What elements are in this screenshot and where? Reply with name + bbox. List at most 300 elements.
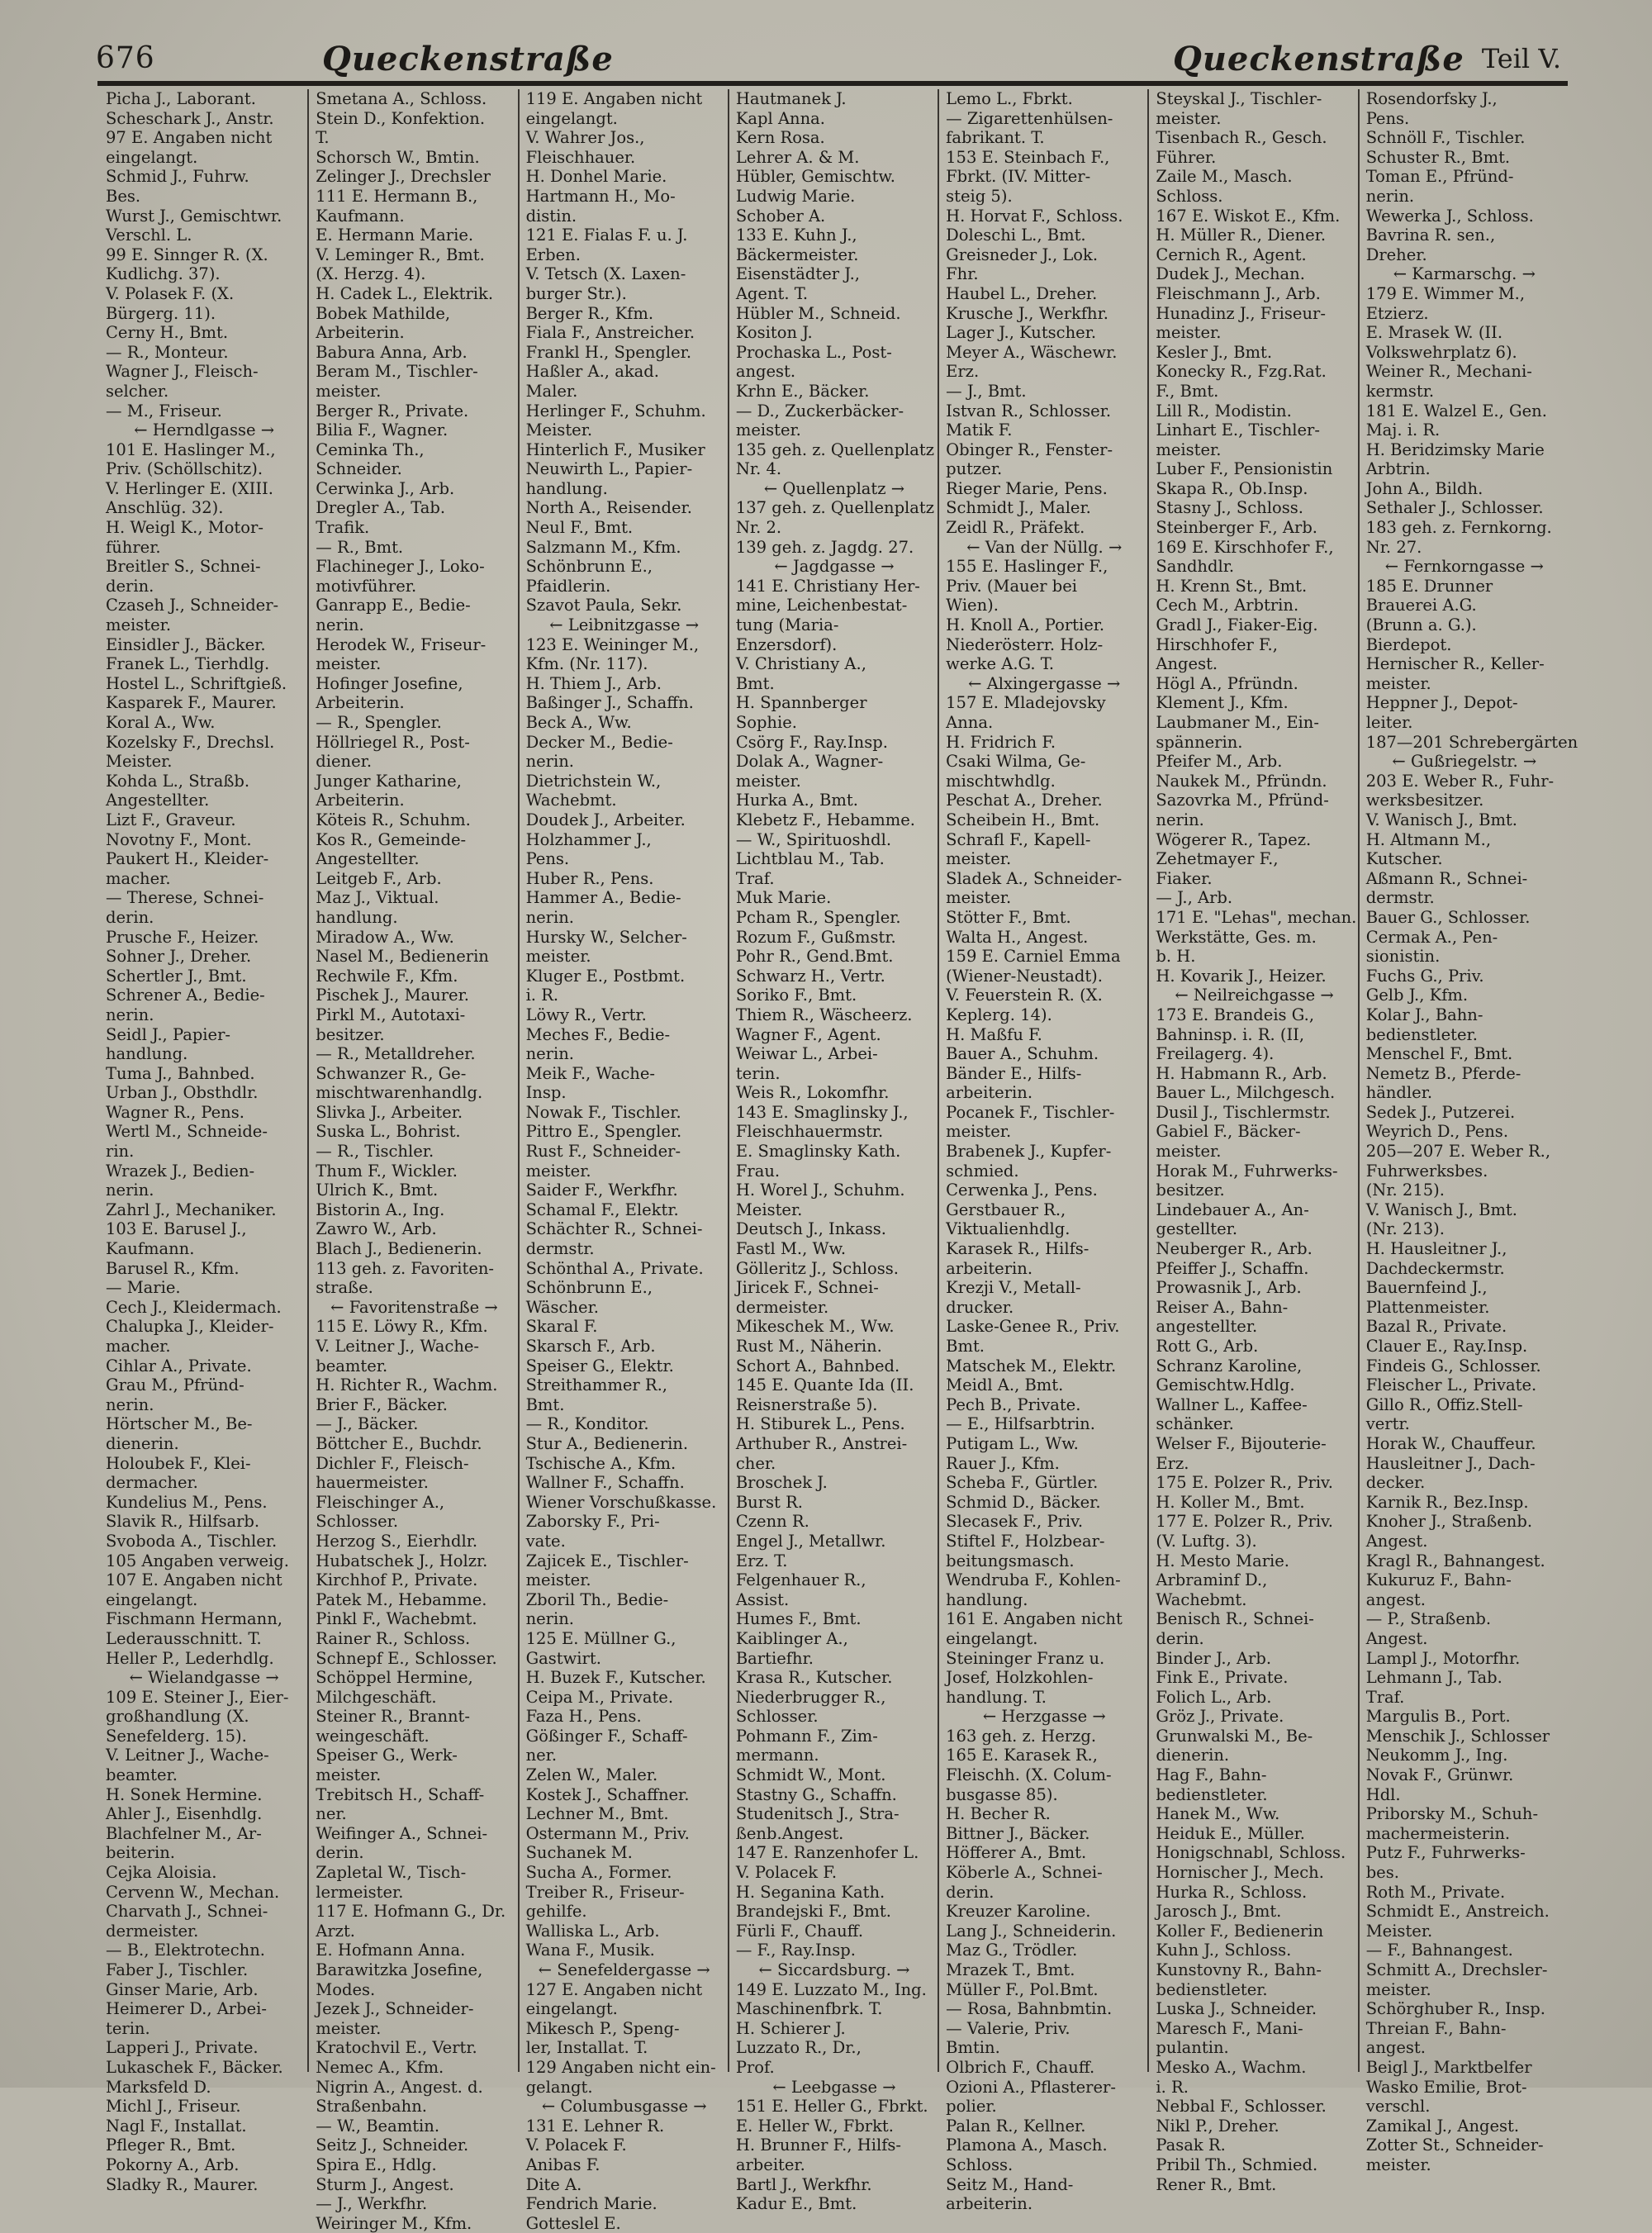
directory-entry: Dusil J., Tischlermstr. [1156,1102,1331,1122]
directory-entry: Hinterlich F., Musiker [525,439,705,459]
directory-entry: 121 E. Fialas F. u. J. [525,226,688,245]
directory-entry: Threian F., Bahn- [1365,2018,1507,2038]
directory-entry: meister. [1365,1979,1431,1999]
directory-entry: Schächter R., Schnei- [525,1219,703,1239]
directory-entry: gehilfe. [525,1902,587,1922]
directory-entry: Pfeiffer J., Schaffn. [1156,1258,1309,1278]
directory-entry: Dietrichstein W., [525,771,662,791]
directory-entry: Wallner L., Kaffee- [1156,1394,1308,1414]
directory-entry: Kasparek F., Maurer. [106,693,277,713]
directory-entry: Bmt. [946,1337,985,1356]
directory-entry: — W., Spirituoshdl. [735,829,892,849]
directory-entry: nerin. [525,752,574,772]
directory-entry: Fleischer L., Private. [1365,1375,1537,1395]
directory-entry: V. Christiany A., [735,654,866,674]
directory-entry: nerin. [525,1609,574,1629]
directory-entry: Seitz J., Schneider. [316,2136,469,2155]
directory-entry: Luska J., Schneider. [1156,1999,1317,2019]
directory-entry: Putigam L., Ww. [946,1433,1079,1453]
directory-entry: leiter. [1365,713,1413,732]
directory-entry: Putz F., Fuhrwerks- [1365,1843,1526,1863]
directory-entry: Schober A. [735,206,826,226]
directory-entry: Traf. [1365,1687,1405,1707]
directory-entry: Reiser A., Bahn- [1156,1297,1289,1317]
directory-entry: Lizt F., Graveur. [106,810,236,829]
directory-entry: meister. [1156,439,1222,459]
directory-entry: 131 E. Lehner R. [525,2116,665,2136]
directory-entry: straße. [316,1278,373,1298]
directory-entry: Schmid J., Fuhrw. [106,167,249,187]
directory-entry: Picha J., Laborant. [106,89,256,108]
directory-entry: Wurst J., Gemischtwr. [106,206,282,226]
directory-entry: Kukuruz F., Bahn- [1365,1570,1512,1590]
directory-column [99,89,309,2194]
directory-entry: Arbtrin. [1365,459,1431,479]
page-header [91,40,1569,81]
directory-entry: (X. Herzg. 4). [316,264,426,284]
directory-entry: Meister. [525,420,593,440]
directory-entry: Angest. [1365,1531,1428,1551]
directory-entry: Hübler, Gemischtw. [735,167,895,187]
directory-entry: H. Maßfu F. [946,1024,1042,1044]
directory-entry: Trebitsch H., Schaff- [316,1784,485,1804]
directory-entry: Pfleger R., Bmt. [106,2136,236,2155]
directory-entry: 181 E. Walzel E., Gen. [1365,401,1547,420]
directory-entry: V. Leminger R., Bmt. [316,245,485,264]
directory-entry: Niederösterr. Holz- [946,634,1104,654]
directory-entry: Ludwig Marie. [735,186,856,206]
directory-entry: 173 E. Brandeis G., [1156,1005,1315,1024]
directory-column [1360,89,1578,2174]
directory-entry: Cernich R., Agent. [1156,245,1307,264]
directory-entry: Kos R., Gemeinde- [316,829,467,849]
directory-entry: dermeister. [735,1297,829,1317]
directory-entry: Doudek J., Arbeiter. [525,810,686,829]
directory-entry: Maschinenfbrk. T. [735,1999,883,2019]
directory-entry: meister. [735,420,801,440]
directory-entry: H. Fridrich F. [946,732,1056,752]
directory-entry: gestellter. [1156,1219,1238,1239]
directory-entry: Cejka Aloisia. [106,1863,217,1883]
directory-entry: Weyrich D., Pens. [1365,1122,1509,1142]
directory-entry: Cihlar A., Private. [106,1356,252,1375]
directory-entry: E. Mrasek W. (II. [1365,323,1503,343]
directory-entry: Kozelsky F., Drechsl. [106,732,275,752]
directory-entry: Koral A., Ww. [106,713,216,732]
directory-entry: Schlosser. [316,1512,399,1532]
directory-entry: Walta H., Angest. [946,927,1089,947]
directory-entry: Stasny J., Schloss. [1156,498,1303,518]
directory-entry: Wachebmt. [1156,1589,1247,1609]
directory-entry: meister. [1156,323,1222,343]
directory-entry: Bauer L., Milchgesch. [1156,1083,1336,1103]
directory-entry: eingelangt. [525,108,618,128]
directory-entry: werke A.G. T. [946,654,1055,674]
directory-entry: mischtwarenhandlg. [316,1083,483,1103]
directory-entry: Schneider. [316,459,402,479]
directory-entry: putzer. [946,459,1003,479]
directory-entry: Schrafl F., Kapell- [946,829,1091,849]
directory-entry: Binder J., Arb. [1156,1648,1272,1668]
directory-entry: Josef, Holzkohlen- [946,1668,1094,1688]
directory-entry: 107 E. Angaben nicht [106,1570,282,1590]
directory-entry: Franek L., Tierhdlg. [106,654,270,674]
directory-entry: bedienstleter. [1365,1024,1478,1044]
directory-entry: Nemetz B., Pferde- [1365,1063,1521,1083]
directory-entry: 119 E. Angaben nicht [525,89,703,108]
directory-entry: Wögerer R., Tapez. [1156,829,1312,849]
directory-entry: Novak F., Grünwr. [1365,1765,1514,1785]
directory-entry: Weis R., Lokomfhr. [735,1083,890,1103]
directory-entry: Bittner J., Bäcker. [946,1823,1090,1843]
directory-entry: Walliska L., Arb. [525,1921,660,1941]
directory-entry: Bäckermeister. [735,245,859,264]
directory-entry: Heppner J., Depot- [1365,693,1518,713]
directory-entry: Assist. [735,1589,790,1609]
directory-entry: motivführer. [316,576,417,596]
directory-entry: Plamona A., Masch. [946,2136,1108,2155]
directory-entry: Ceminka Th., [316,439,425,459]
directory-entry: Krasa R., Kutscher. [735,1668,893,1688]
directory-entry: Novotny F., Mont. [106,829,252,849]
directory-entry: Maler. [525,381,578,401]
directory-entry: Slivka J., Arbeiter. [316,1102,463,1122]
directory-entry: Matschek M., Elektr. [946,1356,1117,1375]
cross-street-heading: ← Favoritenstraße → [330,1297,498,1317]
directory-entry: Beram M., Tischler- [316,362,478,382]
directory-entry: H. Habmann R., Arb. [1156,1063,1327,1083]
directory-entry: Meister. [735,1200,803,1219]
directory-entry: Neuwirth L., Papier- [525,459,693,479]
directory-entry: 123 E. Weininger M., [525,634,700,654]
directory-entry: Horak M., Fuhrwerks- [1156,1161,1338,1181]
directory-entry: Jiricek F., Schnei- [735,1278,879,1298]
directory-entry: Frankl H., Spengler. [525,342,692,362]
directory-entry: Schmid D., Bäcker. [946,1492,1101,1512]
directory-entry: Welser F., Bijouterie- [1156,1433,1327,1453]
directory-entry: Engel J., Metallwr. [735,1531,886,1551]
cross-street-heading: ← Herndlgasse → [134,420,275,440]
directory-entry: Kreuzer Karoline. [946,1902,1091,1922]
directory-entry: Etzierz. [1365,303,1429,323]
directory-entry: Bauer A., Schuhm. [946,1044,1099,1064]
directory-entry: Czaseh J., Schneider- [106,596,279,615]
directory-entry: Blach J., Bedienerin. [316,1239,482,1259]
directory-entry: Kfm. (Nr. 117). [525,654,648,674]
directory-entry: Milchgeschäft. [316,1687,437,1707]
directory-entry: Arthuber R., Anstrei- [735,1433,908,1453]
directory-entry: Grunwalski M., Be- [1156,1726,1313,1746]
directory-entry: arbeiterin. [946,1083,1033,1103]
directory-entry: meister. [1365,2155,1431,2174]
directory-entry: 177 E. Polzer R., Priv. [1156,1512,1333,1532]
directory-entry: meister. [316,654,382,674]
directory-entry: Istvan R., Schlosser. [946,401,1112,420]
directory-entry: dermeister. [106,1921,199,1941]
directory-entry: Schmidt J., Maler. [946,498,1091,518]
directory-entry: Erz. T. [735,1551,788,1570]
directory-entry: burger Str.). [525,283,627,303]
directory-column [1149,89,1359,2194]
directory-entry: Svoboda A., Tischler. [106,1531,278,1551]
directory-entry: Meches F., Bedie- [525,1024,671,1044]
directory-entry: Broschek J. [735,1473,828,1493]
directory-entry: Wana F., Musik. [525,1941,655,1960]
directory-entry: Linhart E., Tischler- [1156,420,1320,440]
directory-entry: Prowasnik J., Arb. [1156,1278,1302,1298]
directory-entry: Wiener Vorschußkasse. [525,1492,717,1512]
directory-entry: Gotteslel E. [525,2213,621,2233]
directory-entry: Ahler J., Eisenhdlg. [106,1804,263,1824]
directory-entry: Kudlichg. 37). [106,264,221,284]
directory-entry: Saider F., Werkfhr. [525,1181,678,1200]
directory-entry: Bartl J., Werkfhr. [735,2174,872,2194]
directory-entry: 109 E. Steiner J., Eier- [106,1687,289,1707]
directory-entry: Fendrich Marie. [525,2194,657,2214]
directory-entry: Mesko A., Wachm. [1156,2057,1307,2077]
directory-entry: Bilia F., Wagner. [316,420,449,440]
directory-entry: Karasek R., Hilfs- [946,1239,1089,1259]
directory-entry: Junger Katharine, [316,771,462,791]
directory-entry: Bavrina R. sen., [1365,226,1496,245]
directory-entry: Benisch R., Schnei- [1156,1609,1314,1629]
directory-entry: Haßler A., akad. [525,362,659,382]
directory-entry: vate. [525,1531,566,1551]
directory-entry: Zaile M., Masch. [1156,167,1293,187]
directory-entry: H. Richter R., Wachm. [316,1375,498,1395]
directory-entry: Straßenbahn. [316,2097,427,2117]
directory-entry: Schöppel Hermine, [316,1668,473,1688]
directory-entry: Wallner F., Schaffn. [525,1473,685,1493]
directory-entry: 169 E. Kirschhofer F., [1156,537,1334,557]
directory-entry: Berger R., Kfm. [525,303,654,323]
directory-entry: i. R. [1156,2077,1189,2097]
directory-entry: Blachfelner M., Ar- [106,1823,262,1843]
directory-entry: — Marie. [106,1278,181,1298]
directory-entry: Gemischtw.Hdlg. [1156,1375,1295,1395]
directory-entry: Angestellter. [106,791,210,810]
directory-entry: dienerin. [106,1433,179,1453]
directory-entry: derin. [946,1882,995,1902]
directory-entry: händler. [1365,1083,1433,1103]
directory-entry: Schloss. [946,2155,1014,2174]
directory-entry: Maresch F., Mani- [1156,2018,1303,2038]
directory-entry: Bauer G., Schlosser. [1365,907,1531,927]
directory-entry: Anschlüg. 32). [106,498,224,518]
directory-entry: Karnik R., Bez.Insp. [1365,1492,1529,1512]
directory-entry: Schuster R., Bmt. [1365,147,1511,167]
directory-entry: 159 E. Carniel Emma [946,947,1121,967]
directory-entry: meister. [946,849,1012,869]
directory-entry: Hursky W., Selcher- [525,927,687,947]
directory-entry: Kohda L., Straßb. [106,771,250,791]
directory-entry: Mikeschek M., Ww. [735,1317,895,1337]
directory-entry: Ozioni A., Pflasterer- [946,2077,1116,2097]
directory-entry: Seidl J., Papier- [106,1024,230,1044]
directory-entry: Kluger E., Postbmt. [525,966,686,986]
directory-entry: Ulrich K., Bmt. [316,1181,439,1200]
directory-entry: fabrikant. T. [946,128,1045,148]
directory-entry: H. Seganina Kath. [735,1882,885,1902]
directory-entry: Holoubek F., Klei- [106,1453,251,1473]
directory-entry: H. Becher R. [946,1804,1051,1824]
directory-entry: Angestellter. [316,849,420,869]
cross-street-heading: ← Neilreichgasse → [1175,986,1334,1005]
directory-entry: Steiner R., Brannt- [316,1707,470,1727]
directory-entry: Meister. [1365,1921,1433,1941]
directory-entry: — B., Elektrotechn. [106,1941,265,1960]
directory-entry: Fleischhauermstr. [735,1122,884,1142]
directory-entry: Senefelderg. 15). [106,1726,247,1746]
directory-entry: meister. [106,615,172,635]
directory-entry: 135 geh. z. Quellenplatz [735,439,935,459]
directory-entry: Treiber R., Friseur- [525,1882,685,1902]
directory-entry: — J., Bäcker. [316,1414,419,1434]
directory-entry: Zelen W., Maler. [525,1765,658,1785]
directory-entry: gelangt. [525,2077,593,2097]
directory-entry: Kuhn J., Schloss. [1156,1941,1292,1960]
directory-entry: 153 E. Steinbach F., [946,147,1110,167]
directory-entry: H. Krenn St., Bmt. [1156,576,1308,596]
directory-entry: i. R. [525,986,559,1005]
directory-entry: Bmt. [525,1394,565,1414]
directory-entry: Clauer E., Ray.Insp. [1365,1337,1528,1356]
directory-entry: H. Koller M., Bmt. [1156,1492,1305,1512]
directory-entry: Stur A., Bedienerin. [525,1433,689,1453]
directory-entry: Thiem R., Wäscheerz. [735,1005,913,1024]
directory-entry: Lager J., Kutscher. [946,323,1097,343]
directory-entry: Obinger R., Fenster- [946,439,1113,459]
directory-entry: Fürli F., Chauff. [735,1921,864,1941]
directory-entry: lermeister. [316,1882,404,1902]
directory-entry: H. Brunner F., Hilfs- [735,2136,902,2155]
directory-entry: Pittro E., Spengler. [525,1122,682,1142]
directory-entry: Lindebauer A., An- [1156,1200,1309,1219]
directory-entry: Barusel R., Kfm. [106,1258,240,1278]
directory-entry: Modes. [316,1979,376,1999]
directory-entry: ßenb.Angest. [735,1823,844,1843]
directory-entry: Berger R., Private. [316,401,469,420]
directory-entry: Schamal F., Elektr. [525,1200,679,1219]
directory-entry: H. Müller R., Diener. [1156,226,1327,245]
directory-entry: vertr. [1365,1414,1410,1434]
directory-entry: Freilagerg. 4). [1156,1044,1275,1064]
directory-entry: Erz. [946,362,980,382]
directory-entry: H. Kovarik J., Heizer. [1156,966,1327,986]
directory-entry: hauermeister. [316,1473,429,1493]
directory-entry: Dregler A., Tab. [316,498,446,518]
directory-entry: Kolar J., Bahn- [1365,1005,1483,1024]
directory-entry: terin. [106,2018,150,2038]
directory-entry: Tuma J., Bahnbed. [106,1063,255,1083]
directory-entry: Mrazek T., Bmt. [946,1960,1075,1979]
directory-entry: Sturm J., Angest. [316,2174,454,2194]
directory-entry: Cermak A., Pen- [1365,927,1498,947]
directory-entry: Niederbrugger R., [735,1687,886,1707]
directory-entry: Fbrkt. (IV. Mitter- [946,167,1091,187]
directory-entry: Enzersdorf). [735,634,838,654]
directory-entry: Maz J., Viktual. [316,888,439,908]
cross-street-heading: ← Jagdgasse → [774,557,895,577]
cross-street-heading: ← Leebgasse → [772,2077,896,2097]
directory-entry: Stein D., Konfektion. [316,108,486,128]
directory-entry: Cerwinka J., Arb. [316,478,455,498]
directory-entry: 187—201 Schrebergärten [1365,732,1578,752]
directory-entry: H. Altmann M., [1365,829,1492,849]
cross-street-heading: ← Leibnitzgasse → [549,615,700,635]
directory-entry: Gillo R., Offiz.Stell- [1365,1394,1523,1414]
directory-entry: Gabiel F., Bäcker- [1156,1122,1301,1142]
directory-entry: Zeidl R., Präfekt. [946,518,1085,538]
directory-entry: Hag F., Bahn- [1156,1765,1267,1785]
directory-entry: Meister. [106,752,173,772]
cross-street-heading: ← Gußriegelstr. → [1392,752,1537,772]
directory-entry: 99 E. Sinnger R. (X. [106,245,268,264]
directory-entry: Dachdeckermstr. [1365,1258,1505,1278]
directory-entry: Studenitsch J., Stra- [735,1804,900,1824]
directory-entry: bedienstleter. [1156,1784,1268,1804]
directory-entry: Pirkl M., Autotaxi- [316,1005,466,1024]
directory-entry: Schnöll F., Tischler. [1365,128,1526,148]
directory-entry: Hornischer J., Mech. [1156,1863,1324,1883]
directory-entry: Rechwile F., Kfm. [316,966,458,986]
directory-entry: Schönbrunn E., [525,557,653,577]
directory-entry: werksbesitzer. [1365,791,1484,810]
directory-entry: V. Wanisch J., Bmt. [1365,810,1517,829]
directory-entry: besitzer. [316,1024,385,1044]
directory-entry: Menschik J., Schlosser [1365,1726,1550,1746]
directory-entry: Sedek J., Putzerei. [1365,1102,1516,1122]
directory-entry: H. Stiburek L., Pens. [735,1414,905,1434]
directory-entry: Eisenstädter J., [735,264,860,284]
directory-entry: 117 E. Hofmann G., Dr. [316,1902,506,1922]
directory-entry: Haubel L., Dreher. [946,283,1098,303]
directory-entry: H. Mesto Marie. [1156,1551,1289,1570]
directory-entry: Anibas F. [525,2155,601,2174]
directory-entry: Fleischh. (X. Colum- [946,1765,1112,1785]
directory-entry: Rust F., Schneider- [525,1142,681,1162]
directory-entry: Schmidt E., Anstreich. [1365,1902,1550,1922]
directory-entry: Ostermann M., Priv. [525,1823,690,1843]
directory-entry: meister. [946,1122,1012,1142]
directory-entry: Cerwenka J., Pens. [946,1181,1098,1200]
directory-entry: H. Weigl K., Motor- [106,518,263,538]
directory-entry: Wäscher. [525,1297,599,1317]
directory-entry: Verschl. L. [106,226,192,245]
directory-entry: Wasko Emilie, Brot- [1365,2077,1527,2097]
directory-entry: Hubatschek J., Holzr. [316,1551,488,1570]
directory-entry: Nasel M., Bedienerin [316,947,489,967]
directory-entry: Findeis G., Schlosser. [1365,1356,1541,1375]
directory-entry: Zajicek E., Tischler- [525,1551,689,1570]
directory-entry: 111 E. Hermann B., [316,186,478,206]
directory-entry: Krezji V., Metall- [946,1278,1081,1298]
directory-entry: — R., Bmt. [316,537,404,557]
directory-entry: V. Polasek F. (X. [106,283,235,303]
directory-entry: Schrener A., Bedie- [106,986,265,1005]
directory-entry: Herodek W., Friseur- [316,634,487,654]
directory-entry: Hausleitner J., Dach- [1365,1453,1536,1473]
directory-entry: meister. [525,1161,591,1181]
directory-entry: Fuchs G., Priv. [1365,966,1484,986]
directory-entry: Sladek A., Schneider- [946,868,1123,888]
cross-street-heading: ← Columbusgasse → [541,2097,707,2117]
directory-entry: meister. [1365,673,1431,693]
directory-entry: Weiner R., Mechani- [1365,362,1532,382]
directory-entry: Bartiefhr. [735,1648,814,1668]
directory-entry: Krusche J., Werkfhr. [946,303,1108,323]
directory-entry: Suska L., Bohrist. [316,1122,461,1142]
